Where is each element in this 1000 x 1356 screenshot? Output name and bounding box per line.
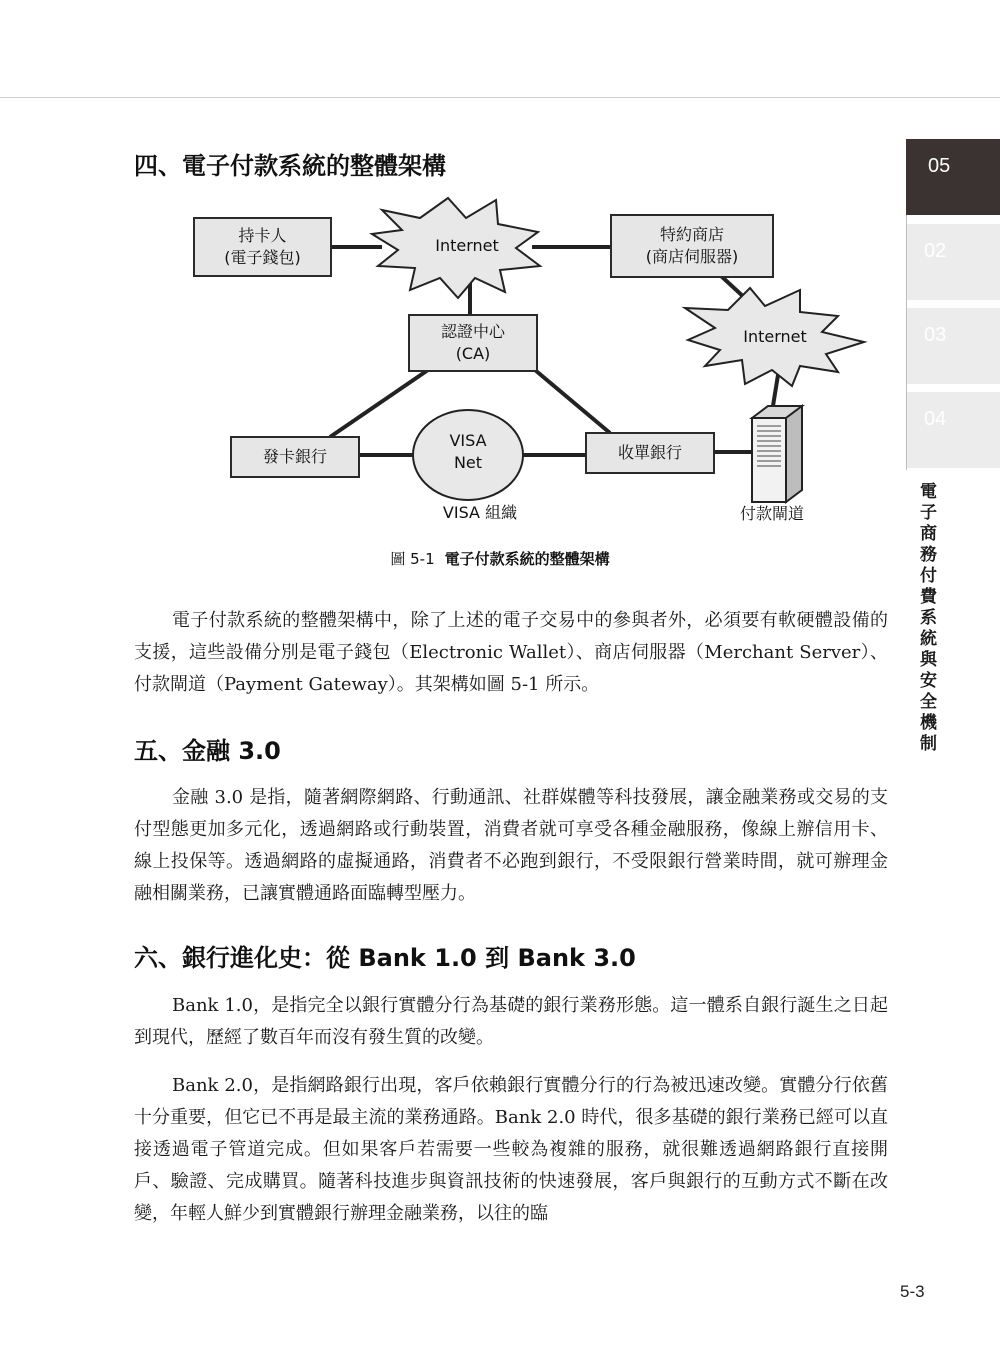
section-5-heading: 五、金融 3.0 [134, 737, 281, 765]
chapter-tab-02[interactable]: 02 [906, 224, 1000, 300]
header-rule [0, 97, 1000, 98]
link-ca-acquirer [535, 370, 610, 433]
merchant-label: 特約商店 [659, 225, 724, 244]
section-4-paragraph: 電子付款系統的整體架構中，除了上述的電子交易中的參與者外，必須要有軟硬體設備的支援，這些設備分別是電子錢包（Electronic Wallet）、商店伺服器（Merchant Server）、付款閘道（Payment Gateway）。其架構如圖 5-1 所示。 [134, 610, 888, 695]
internet-top-label: Internet [435, 236, 499, 255]
ca-box [408, 314, 538, 372]
section-5-paragraph: 金融 3.0 是指，隨著網際網路、行動通訊、社群媒體等科技發展，讓金融業務或交易的支付型態更加多元化，透過網路或行動裝置，消費者就可享受各種金融服務，像線上辦信用卡、線上投保等。透過網路的虛擬通路，消費者不必跑到銀行，不受限銀行營業時間，就可辦理金融相關業務，已讓實體通路面臨轉型壓力。 [134, 787, 888, 904]
page-number: 5-3 [900, 1282, 925, 1301]
section-6-heading: 六、銀行進化史：從 Bank 1.0 到 Bank 3.0 [134, 944, 636, 972]
figure-number: 圖 5-1 [390, 550, 435, 568]
chapter-title-vertical: 電子商務付費系統與安全機制 [920, 482, 937, 754]
visanet-label-line1: VISA [449, 431, 487, 450]
internet-right-label: Internet [743, 327, 807, 346]
payment-architecture-diagram [160, 190, 880, 540]
server-icon [752, 406, 802, 502]
visanet-label [423, 430, 513, 474]
ca-label: 認證中心 [440, 322, 505, 341]
merchant-sublabel: (商店伺服器) [645, 247, 739, 266]
chapter-tab-03[interactable]: 03 [906, 308, 1000, 384]
link-ca-issuer [330, 370, 428, 437]
figure-title: 電子付款系統的整體架構 [444, 550, 610, 568]
tab-divider [906, 215, 907, 470]
ca-sublabel: (CA) [455, 344, 491, 363]
merchant-box [610, 214, 774, 278]
cardholder-box [193, 217, 332, 277]
section-6-paragraph-2: Bank 2.0，是指網路銀行出現，客戶依賴銀行實體分行的行為被迅速改變。實體分行依舊十分重要，但它已不再是最主流的業務通路。Bank 2.0 時代，很多基礎的銀行業務已經可以直接透過電子管道完成。但如果客戶若需要一些較為複雜的服務，就很難透過網路銀行直接開戶、驗證、完成購買。隨著科技進步與資訊技術的快速發展，客戶與銀行的互動方式不斷在改變，年輕人鮮少到實體銀行辦理金融業務，以往的臨 [134, 1075, 888, 1224]
section-4-heading: 四、電子付款系統的整體架構 [134, 152, 446, 180]
chapter-tab-04[interactable]: 04 [906, 392, 1000, 468]
cardholder-label: 持卡人 [238, 226, 287, 245]
visa-org-label: VISA 組織 [442, 503, 518, 522]
payment-gateway-label: 付款閘道 [739, 504, 804, 523]
figure-caption [0, 548, 1000, 569]
acquirer-bank-box: 收單銀行 [585, 432, 715, 474]
visanet-label-line2: Net [453, 453, 483, 472]
section-6-paragraph-1: Bank 1.0，是指完全以銀行實體分行為基礎的銀行業務形態。這一體系自銀行誕生之日起到現代，歷經了數百年而沒有發生質的改變。 [134, 995, 888, 1048]
issuer-bank-box: 發卡銀行 [230, 436, 360, 478]
chapter-tab-05[interactable]: 05 [906, 139, 1000, 215]
cardholder-sublabel: (電子錢包) [224, 248, 301, 267]
